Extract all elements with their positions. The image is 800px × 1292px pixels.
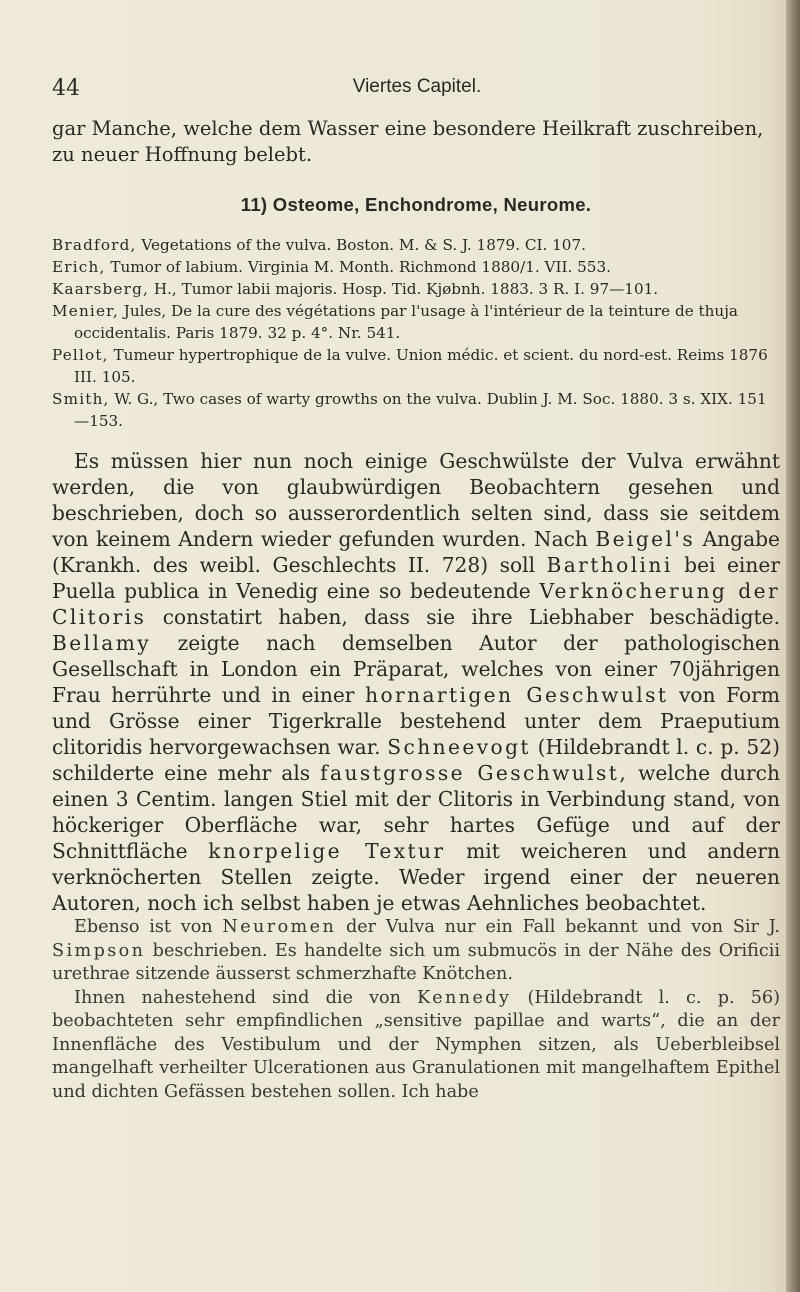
main-text [52, 448, 780, 916]
spaced-name: Beigel's [595, 527, 696, 551]
text-run: Es müssen hier nun noch einige Geschwülste der Vulva erwähnt werden, die von glaubwürdigen Beobachtern gesehen und beschrieben, doch so ausserordentlich selten sind, dass sie seitdem von keinem Andern wieder gefunden wurden. Nach [52, 449, 780, 551]
text-run: bei einer Puella publica in Venedig eine so bedeutende [52, 553, 780, 603]
spaced-name: Kennedy [417, 987, 512, 1008]
paragraph-3 [52, 987, 780, 1105]
text-run: welche durch einen 3 Centim. langen Stiel mit der Clitoris in Verbindung stand, von höckeriger Oberfläche war, sehr hartes Gefüge und auf der Schnittfläche [52, 761, 780, 863]
reference-item [52, 344, 780, 388]
page-number: 44 [52, 76, 80, 101]
text-run: mit weicheren und andern verknöcherten Stellen zeigte. Weder irgend einer der neueren Autoren, noch ich selbst haben je etwas Aehnliches beobachtet. [52, 839, 780, 915]
section-title: 11) Osteome, Enchondrome, Neurome. [240, 194, 592, 215]
reference-item [52, 256, 780, 278]
reference-author: Bradford, [52, 236, 137, 254]
spaced-term: Neuromen [222, 917, 337, 937]
page-header [52, 72, 782, 102]
intro-paragraph: gar Manche, welche dem Wasser eine besondere Heilkraft zuschreiben, zu neuer Hoffnung belebt. [52, 117, 764, 166]
spaced-name: Schneevogt [387, 735, 531, 759]
spaced-name: Bartholini [546, 553, 673, 577]
text-run: von Form und Grösse einer Tigerkralle bestehend unter dem Praeputium clitoridis hervorgewachsen war. [52, 683, 780, 759]
reference-text: Vegetations of the vulva. Boston. M. & S. J. 1879. CI. 107. [136, 236, 586, 254]
text-run: zeigte nach demselben Autor der pathologischen Gesellschaft in London ein Präparat, welches von einer 70jährigen Frau herrührte und in einer [52, 631, 780, 707]
reference-item [52, 278, 780, 300]
spaced-term: Verknöcherung der Clitoris [52, 579, 781, 629]
reference-item [52, 388, 780, 432]
spaced-name: Simpson [52, 940, 146, 961]
page-edge [786, 0, 800, 1292]
text-run: beschrieben. Es handelte sich um submucös in der Nähe des Orificii urethrae sitzende äusserst schmerzhafte Knötchen. [52, 940, 780, 984]
text-run: (Hildebrandt l. c. p. 56) beobachteten sehr empfindlichen „sensitive papillae and warts“, die an der Innenfläche des Vestibulum und der Nymphen sitzen, als Ueberbleibsel mangelhaft verheilter Ulcerationen aus Granulationen mit mangelhaftem Epithel und dichten Gefässen bestehen sollen. Ich habe [52, 987, 780, 1102]
text-run: (Hildebrandt l. c. p. 52) schilderte eine mehr als [52, 735, 780, 785]
paragraph-1 [52, 448, 780, 916]
spaced-name: Bellamy [52, 631, 152, 655]
text-run: Ihnen nahestehend sind die von [74, 987, 418, 1008]
spaced-term: faustgrosse Geschwulst, [320, 761, 629, 785]
reference-text: H., Tumor labii majoris. Hosp. Tid. Kjøbnh. 1883. 3 R. I. 97—101. [149, 280, 659, 298]
small-text [52, 916, 780, 1104]
text-run: Ebenso ist von [74, 917, 223, 937]
text-run: der Vulva nur ein Fall bekannt und von Sir J. [336, 917, 781, 937]
reference-text: Tumor of labium. Virginia M. Month. Richmond 1880/1. VII. 553. [105, 258, 611, 276]
spaced-term: knorpelige Textur [208, 839, 446, 863]
paragraph-2 [52, 916, 780, 987]
text-run: Angabe (Krankh. des weibl. Geschlechts II. 728) soll [52, 527, 780, 577]
reference-text: Tumeur hypertrophique de la vulve. Union médic. et scient. du nord-est. Reims 1876 III. 105. [74, 346, 768, 386]
reference-author: Erich, [52, 258, 106, 276]
running-title: Viertes Capitel. [352, 76, 482, 97]
spaced-term: hornartigen Geschwulst [365, 683, 669, 707]
reference-author: Pellot, [52, 346, 109, 364]
reference-author: Kaarsberg, [52, 280, 150, 298]
reference-text: Jules, De la cure des végétations par l'usage à l'intérieur de la teinture de thuja occidentalis. Paris 1879. 32 p. 4°. Nr. 541. [74, 302, 738, 342]
reference-item [52, 234, 780, 256]
reference-list [52, 234, 780, 432]
reference-author: Menier, [52, 302, 119, 320]
reference-text: W. G., Two cases of warty growths on the vulva. Dublin J. M. Soc. 1880. 3 s. XIX. 151—153. [74, 390, 767, 430]
reference-item [52, 300, 780, 344]
text-run: constatirt haben, dass sie ihre Liebhaber beschädigte. [146, 605, 780, 629]
reference-author: Smith, [52, 390, 110, 408]
page-body [52, 116, 780, 1104]
